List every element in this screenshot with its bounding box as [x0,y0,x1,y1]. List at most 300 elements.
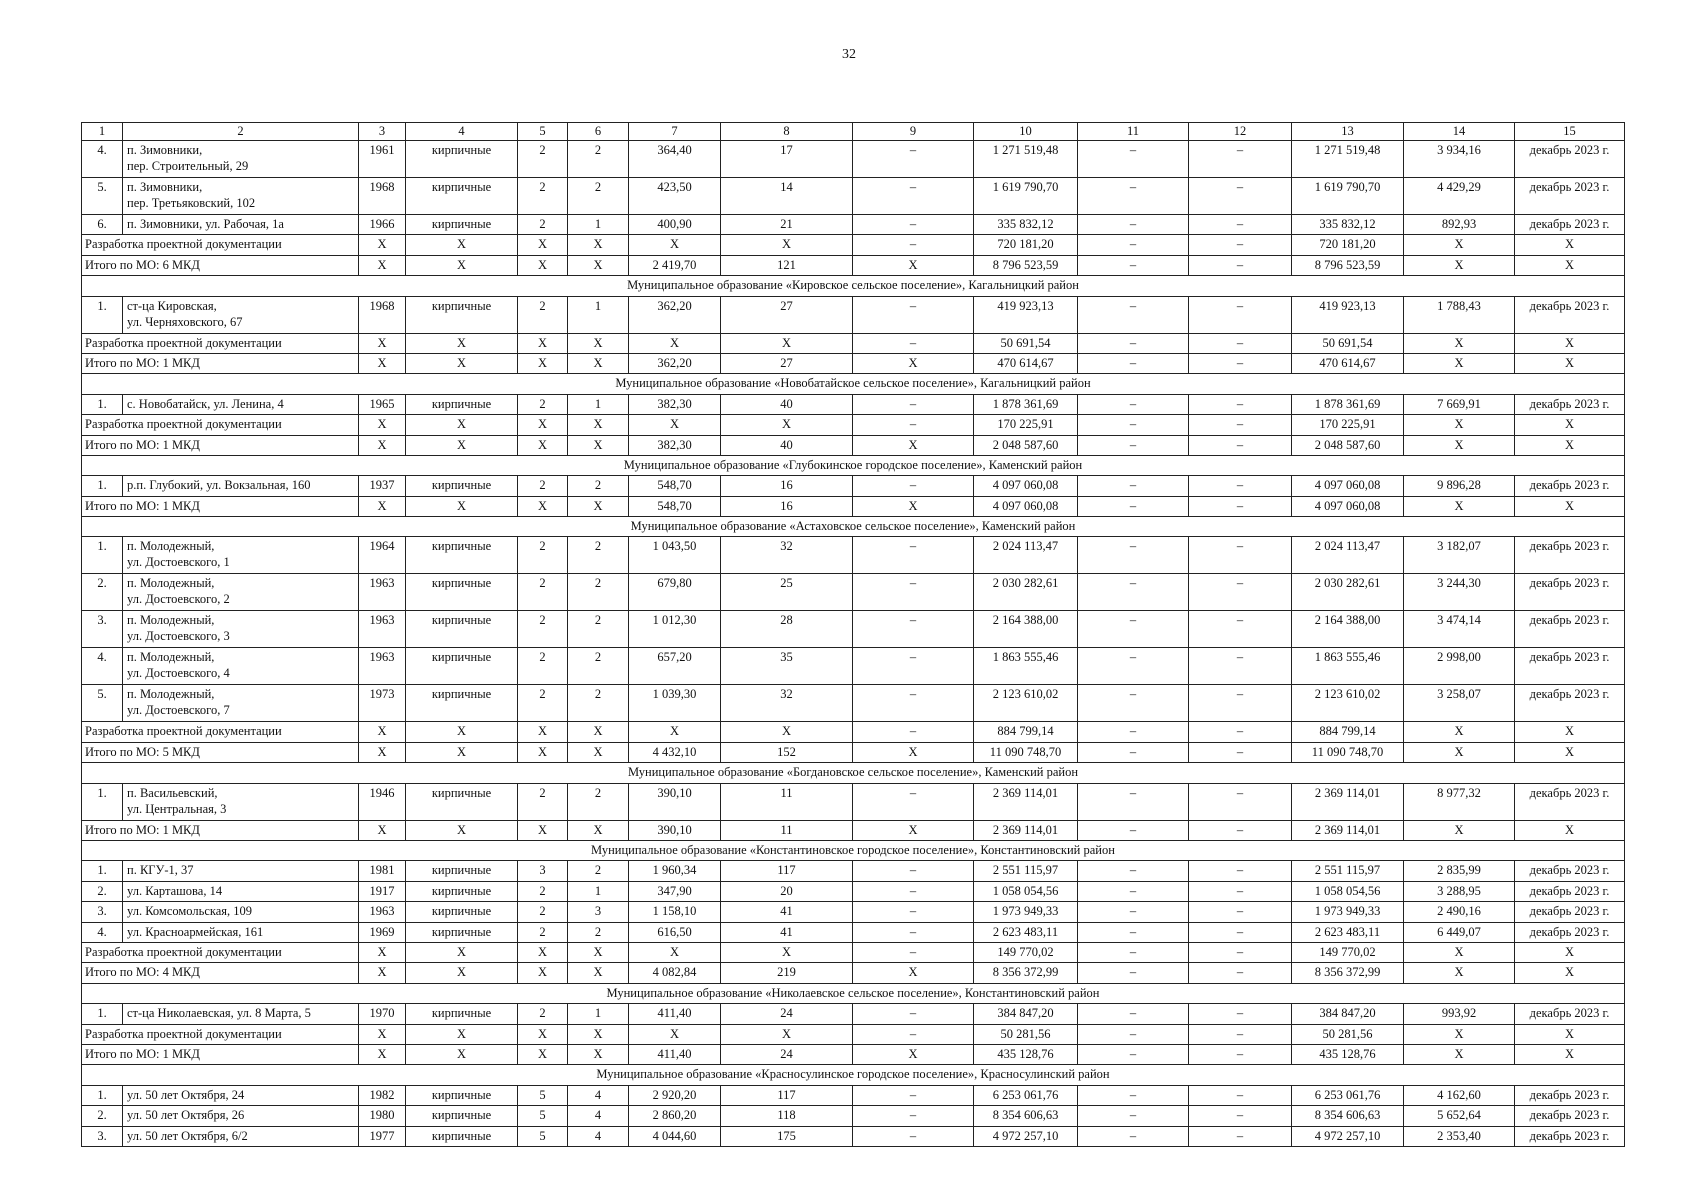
cell-col-1: 1. [82,1004,123,1024]
cell-col-13: 2 048 587,60 [1292,435,1404,455]
cell-col-1: 1. [82,783,123,820]
cell-col-3: 1968 [359,296,406,333]
total-row [82,255,1625,275]
cell-col-13: 335 832,12 [1292,215,1404,235]
cell-col-15: декабрь 2023 г. [1515,178,1625,215]
cell-col-13: 149 770,02 [1292,942,1404,962]
cell-col-14: X [1404,415,1515,435]
cell-col-10: 435 128,76 [974,1044,1078,1064]
cell-col-13: 8 356 372,99 [1292,963,1404,983]
cell-col-10: 6 253 061,76 [974,1085,1078,1105]
cell-col-5: 2 [518,537,568,574]
design-docs-row [82,1024,1625,1044]
cell-col-12: – [1189,942,1292,962]
cell-col-12: – [1189,1126,1292,1146]
cell-col-13: 720 181,20 [1292,235,1404,255]
cell-col-11: – [1078,141,1189,178]
cell-col-8: 41 [721,902,853,922]
row-label: Разработка проектной документации [82,1024,359,1044]
cell-col-15: декабрь 2023 г. [1515,574,1625,611]
cell-col-5: X [518,820,568,840]
table-row [82,611,1625,648]
row-label: Разработка проектной документации [82,415,359,435]
cell-col-13: 2 551 115,97 [1292,861,1404,881]
cell-col-9: – [853,611,974,648]
cell-col-4: кирпичные [406,611,518,648]
cell-col-8: 117 [721,1085,853,1105]
cell-col-6: 1 [568,394,629,414]
cell-col-7: 364,40 [629,141,721,178]
cell-col-15: X [1515,963,1625,983]
cell-col-3: X [359,1024,406,1044]
cell-col-11: – [1078,881,1189,901]
cell-col-5: X [518,333,568,353]
cell-col-1: 4. [82,922,123,942]
cell-col-10: 149 770,02 [974,942,1078,962]
cell-col-3: X [359,820,406,840]
cell-col-12: – [1189,722,1292,742]
cell-col-15: декабрь 2023 г. [1515,141,1625,178]
cell-col-10: 2 048 587,60 [974,435,1078,455]
total-row [82,353,1625,373]
cell-col-13: 2 024 113,47 [1292,537,1404,574]
cell-col-11: – [1078,415,1189,435]
cell-col-15: декабрь 2023 г. [1515,1106,1625,1126]
cell-col-13: 435 128,76 [1292,1044,1404,1064]
cell-col-9: – [853,476,974,496]
cell-col-8: 40 [721,435,853,455]
cell-col-14: X [1404,963,1515,983]
cell-col-5: X [518,742,568,762]
cell-col-4: X [406,496,518,516]
cell-col-5: 2 [518,922,568,942]
cell-col-6: X [568,963,629,983]
cell-col-8: 32 [721,537,853,574]
cell-col-9: – [853,394,974,414]
cell-col-10: 2 551 115,97 [974,861,1078,881]
cell-col-11: – [1078,722,1189,742]
column-number: 9 [853,123,974,141]
cell-col-7: 1 039,30 [629,685,721,722]
cell-col-14: 2 490,16 [1404,902,1515,922]
cell-col-7: 2 860,20 [629,1106,721,1126]
cell-col-9: – [853,881,974,901]
cell-col-6: X [568,942,629,962]
cell-col-15: X [1515,1024,1625,1044]
cell-col-6: 2 [568,476,629,496]
cell-col-9: – [853,942,974,962]
cell-col-11: – [1078,1044,1189,1064]
cell-col-7: 382,30 [629,435,721,455]
cell-col-12: – [1189,255,1292,275]
cell-col-9: X [853,353,974,373]
cell-col-1: 1. [82,861,123,881]
cell-col-11: – [1078,685,1189,722]
cell-col-9: – [853,922,974,942]
cell-col-7: 390,10 [629,783,721,820]
page-number: 32 [842,47,856,62]
cell-col-12: – [1189,611,1292,648]
table-row [82,141,1625,178]
cell-col-10: 8 354 606,63 [974,1106,1078,1126]
cell-col-7: X [629,722,721,742]
table-row [82,178,1625,215]
cell-col-3: X [359,235,406,255]
cell-col-14: X [1404,820,1515,840]
cell-col-6: 4 [568,1106,629,1126]
cell-col-12: – [1189,296,1292,333]
cell-col-9: – [853,178,974,215]
cell-col-15: декабрь 2023 г. [1515,476,1625,496]
total-row [82,435,1625,455]
cell-col-10: 2 024 113,47 [974,537,1078,574]
cell-col-12: – [1189,881,1292,901]
cell-col-10: 50 281,56 [974,1024,1078,1044]
cell-col-7: 4 432,10 [629,742,721,762]
cell-col-4: кирпичные [406,574,518,611]
table-row [82,537,1625,574]
cell-col-3: 1977 [359,1126,406,1146]
cell-col-7: 400,90 [629,215,721,235]
table-row [82,1106,1625,1126]
cell-col-14: X [1404,435,1515,455]
cell-col-9: – [853,1106,974,1126]
cell-col-10: 884 799,14 [974,722,1078,742]
cell-col-11: – [1078,1004,1189,1024]
cell-col-11: – [1078,963,1189,983]
cell-col-6: 2 [568,141,629,178]
cell-col-7: X [629,415,721,435]
address-cell: ул. 50 лет Октября, 26 [123,1106,359,1126]
row-label: Разработка проектной документации [82,722,359,742]
cell-col-9: – [853,574,974,611]
cell-col-6: X [568,333,629,353]
cell-col-10: 2 164 388,00 [974,611,1078,648]
cell-col-14: 3 258,07 [1404,685,1515,722]
address-cell: п. Молодежный, ул. Достоевского, 7 [123,685,359,722]
cell-col-4: кирпичные [406,881,518,901]
cell-col-3: 1946 [359,783,406,820]
cell-col-9: X [853,1044,974,1064]
municipality-header-row [82,763,1625,783]
municipality-header-row [82,1065,1625,1085]
cell-col-13: 419 923,13 [1292,296,1404,333]
cell-col-4: X [406,1024,518,1044]
municipality-title: Муниципальное образование «Новобатайское сельское поселение», Кагальницкий район [82,374,1625,394]
municipality-title: Муниципальное образование «Константиновское городское поселение», Константиновский район [82,841,1625,861]
cell-col-11: – [1078,333,1189,353]
address-cell: п. Зимовники, ул. Рабочая, 1а [123,215,359,235]
cell-col-15: X [1515,742,1625,762]
cell-col-3: X [359,942,406,962]
address-cell: ул. 50 лет Октября, 6/2 [123,1126,359,1146]
cell-col-9: X [853,820,974,840]
column-number: 2 [123,123,359,141]
cell-col-3: 1968 [359,178,406,215]
cell-col-8: X [721,1024,853,1044]
cell-col-14: 6 449,07 [1404,922,1515,942]
cell-col-7: 1 960,34 [629,861,721,881]
cell-col-9: – [853,1024,974,1044]
cell-col-4: X [406,942,518,962]
cell-col-4: кирпичные [406,922,518,942]
cell-col-7: 679,80 [629,574,721,611]
cell-col-6: 2 [568,783,629,820]
cell-col-4: кирпичные [406,648,518,685]
cell-col-6: 4 [568,1126,629,1146]
cell-col-5: 5 [518,1106,568,1126]
cell-col-13: 1 271 519,48 [1292,141,1404,178]
cell-col-7: 1 158,10 [629,902,721,922]
cell-col-3: X [359,333,406,353]
cell-col-11: – [1078,235,1189,255]
cell-col-6: 2 [568,922,629,942]
cell-col-8: 27 [721,353,853,373]
cell-col-6: 2 [568,574,629,611]
cell-col-8: 28 [721,611,853,648]
cell-col-7: 411,40 [629,1004,721,1024]
cell-col-8: X [721,235,853,255]
cell-col-14: 2 835,99 [1404,861,1515,881]
cell-col-13: 4 097 060,08 [1292,496,1404,516]
column-number: 12 [1189,123,1292,141]
cell-col-1: 5. [82,685,123,722]
cell-col-15: декабрь 2023 г. [1515,685,1625,722]
cell-col-3: 1964 [359,537,406,574]
cell-col-8: 16 [721,476,853,496]
cell-col-5: 2 [518,902,568,922]
cell-col-9: X [853,963,974,983]
cell-col-6: X [568,1044,629,1064]
cell-col-10: 4 972 257,10 [974,1126,1078,1146]
address-cell: ул. 50 лет Октября, 24 [123,1085,359,1105]
cell-col-4: X [406,742,518,762]
cell-col-15: декабрь 2023 г. [1515,1126,1625,1146]
cell-col-14: X [1404,353,1515,373]
cell-col-6: 2 [568,178,629,215]
cell-col-5: X [518,942,568,962]
cell-col-11: – [1078,1024,1189,1044]
cell-col-11: – [1078,742,1189,762]
column-number: 7 [629,123,721,141]
cell-col-5: X [518,963,568,983]
cell-col-13: 6 253 061,76 [1292,1085,1404,1105]
cell-col-1: 2. [82,574,123,611]
cell-col-6: X [568,722,629,742]
cell-col-3: X [359,1044,406,1064]
cell-col-12: – [1189,574,1292,611]
cell-col-7: 2 419,70 [629,255,721,275]
address-cell: п. КГУ-1, 37 [123,861,359,881]
cell-col-11: – [1078,1085,1189,1105]
cell-col-8: 20 [721,881,853,901]
cell-col-9: – [853,861,974,881]
cell-col-1: 2. [82,1106,123,1126]
cell-col-13: 8 354 606,63 [1292,1106,1404,1126]
row-label: Итого по МО: 5 МКД [82,742,359,762]
cell-col-14: 892,93 [1404,215,1515,235]
row-label: Итого по МО: 1 МКД [82,1044,359,1064]
cell-col-1: 4. [82,141,123,178]
cell-col-13: 2 164 388,00 [1292,611,1404,648]
cell-col-9: X [853,435,974,455]
cell-col-10: 50 691,54 [974,333,1078,353]
cell-col-14: X [1404,255,1515,275]
cell-col-9: X [853,496,974,516]
cell-col-12: – [1189,1085,1292,1105]
cell-col-1: 5. [82,178,123,215]
cell-col-3: 1980 [359,1106,406,1126]
cell-col-12: – [1189,922,1292,942]
table-row [82,215,1625,235]
cell-col-8: 16 [721,496,853,516]
cell-col-3: X [359,963,406,983]
cell-col-3: 1966 [359,215,406,235]
cell-col-14: X [1404,942,1515,962]
cell-col-14: 7 669,91 [1404,394,1515,414]
cell-col-10: 2 369 114,01 [974,783,1078,820]
cell-col-9: – [853,235,974,255]
cell-col-6: 2 [568,648,629,685]
cell-col-10: 1 619 790,70 [974,178,1078,215]
column-number-row [82,123,1625,141]
cell-col-4: кирпичные [406,476,518,496]
row-label: Итого по МО: 1 МКД [82,496,359,516]
cell-col-4: кирпичные [406,1085,518,1105]
cell-col-11: – [1078,476,1189,496]
municipality-header-row [82,517,1625,537]
cell-col-3: 1963 [359,574,406,611]
column-number: 13 [1292,123,1404,141]
cell-col-8: 40 [721,394,853,414]
cell-col-8: 118 [721,1106,853,1126]
cell-col-4: кирпичные [406,861,518,881]
cell-col-11: – [1078,215,1189,235]
cell-col-14: 4 162,60 [1404,1085,1515,1105]
cell-col-10: 2 030 282,61 [974,574,1078,611]
cell-col-15: декабрь 2023 г. [1515,922,1625,942]
cell-col-9: – [853,296,974,333]
cell-col-10: 2 623 483,11 [974,922,1078,942]
cell-col-10: 470 614,67 [974,353,1078,373]
cell-col-7: 2 920,20 [629,1085,721,1105]
cell-col-4: кирпичные [406,296,518,333]
cell-col-5: 2 [518,394,568,414]
cell-col-9: – [853,722,974,742]
cell-col-5: 2 [518,476,568,496]
cell-col-9: – [853,1126,974,1146]
cell-col-13: 2 123 610,02 [1292,685,1404,722]
cell-col-6: X [568,353,629,373]
cell-col-11: – [1078,353,1189,373]
table-row [82,902,1625,922]
cell-col-14: 3 934,16 [1404,141,1515,178]
cell-col-10: 4 097 060,08 [974,476,1078,496]
cell-col-5: X [518,1024,568,1044]
table-row [82,881,1625,901]
cell-col-4: кирпичные [406,1004,518,1024]
cell-col-15: декабрь 2023 г. [1515,1004,1625,1024]
cell-col-12: – [1189,1106,1292,1126]
table-body [82,123,1625,1147]
cell-col-9: – [853,1085,974,1105]
cell-col-12: – [1189,333,1292,353]
cell-col-6: 4 [568,1085,629,1105]
total-row [82,742,1625,762]
cell-col-6: 1 [568,296,629,333]
cell-col-13: 2 623 483,11 [1292,922,1404,942]
cell-col-1: 1. [82,476,123,496]
cell-col-4: кирпичные [406,178,518,215]
row-label: Итого по МО: 6 МКД [82,255,359,275]
cell-col-6: X [568,496,629,516]
cell-col-12: – [1189,742,1292,762]
cell-col-11: – [1078,611,1189,648]
municipality-title: Муниципальное образование «Глубокинское городское поселение», Каменский район [82,455,1625,475]
cell-col-11: – [1078,783,1189,820]
municipality-title: Муниципальное образование «Красносулинское городское поселение», Красносулинский район [82,1065,1625,1085]
cell-col-12: – [1189,141,1292,178]
cell-col-13: 1 619 790,70 [1292,178,1404,215]
address-cell: ул. Карташова, 14 [123,881,359,901]
cell-col-6: X [568,255,629,275]
cell-col-7: 1 043,50 [629,537,721,574]
cell-col-11: – [1078,942,1189,962]
table-row [82,574,1625,611]
address-cell: ул. Комсомольская, 109 [123,902,359,922]
table-row [82,296,1625,333]
cell-col-12: – [1189,1044,1292,1064]
cell-col-3: X [359,722,406,742]
cell-col-15: декабрь 2023 г. [1515,611,1625,648]
cell-col-3: 1981 [359,861,406,881]
cell-col-13: 4 972 257,10 [1292,1126,1404,1146]
row-label: Разработка проектной документации [82,942,359,962]
row-label: Итого по МО: 4 МКД [82,963,359,983]
cell-col-7: 347,90 [629,881,721,901]
cell-col-8: 175 [721,1126,853,1146]
cell-col-7: X [629,942,721,962]
municipality-header-row [82,983,1625,1003]
cell-col-13: 170 225,91 [1292,415,1404,435]
table-row [82,685,1625,722]
total-row [82,496,1625,516]
table-row [82,648,1625,685]
cell-col-6: X [568,1024,629,1044]
cell-col-10: 2 369 114,01 [974,820,1078,840]
cell-col-5: 2 [518,178,568,215]
address-cell: п. Зимовники, пер. Строительный, 29 [123,141,359,178]
cell-col-1: 1. [82,1085,123,1105]
cell-col-13: 884 799,14 [1292,722,1404,742]
cell-col-7: 4 044,60 [629,1126,721,1146]
cell-col-4: кирпичные [406,1106,518,1126]
column-number: 4 [406,123,518,141]
column-number: 10 [974,123,1078,141]
cell-col-8: 27 [721,296,853,333]
cell-col-1: 4. [82,648,123,685]
cell-col-5: 2 [518,783,568,820]
cell-col-14: 8 977,32 [1404,783,1515,820]
address-cell: п. Молодежный, ул. Достоевского, 3 [123,611,359,648]
cell-col-11: – [1078,902,1189,922]
cell-col-6: 2 [568,537,629,574]
cell-col-13: 470 614,67 [1292,353,1404,373]
cell-col-14: X [1404,742,1515,762]
cell-col-12: – [1189,178,1292,215]
cell-col-12: – [1189,783,1292,820]
cell-col-15: X [1515,353,1625,373]
